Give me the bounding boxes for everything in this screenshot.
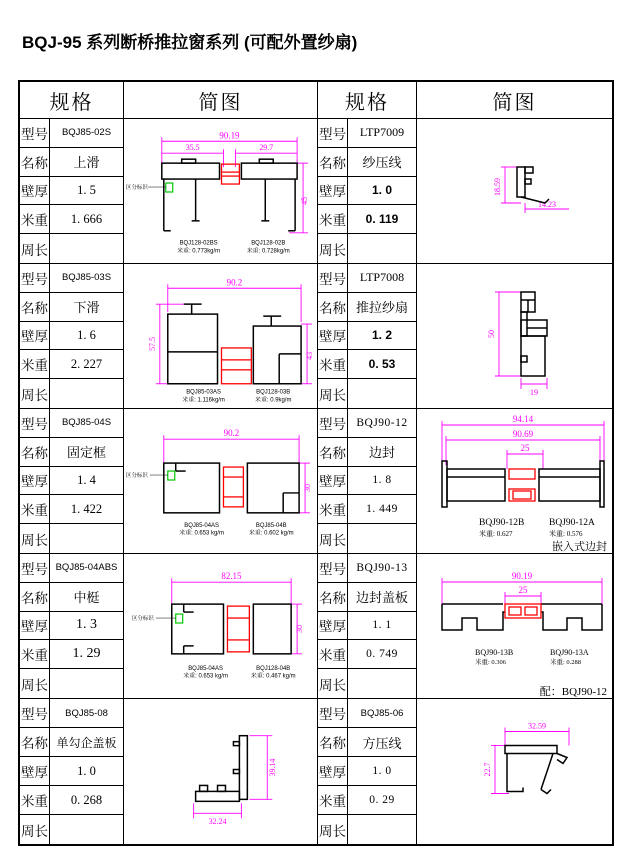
svg-text:米重: 0.627: 米重: 0.627 (479, 530, 513, 538)
spec-label-weight: 米重 (20, 786, 50, 814)
dimension-labels (513, 414, 534, 453)
profile-diagram-screen-bead (417, 119, 612, 263)
table-row (20, 699, 612, 844)
name-value: 方压线 (362, 735, 402, 751)
model-value: BQJ90-13 (356, 561, 408, 574)
spec-label-weight: 米重 (318, 640, 348, 668)
profile-diagram-side-seal-cover (417, 554, 612, 698)
profile-outline (164, 463, 299, 513)
thermal-break (227, 606, 249, 652)
weight-value: 0. 53 (368, 357, 396, 372)
svg-text:米重: 0.467 kg/m: 米重: 0.467 kg/m (250, 673, 296, 680)
part-labels (479, 518, 595, 538)
svg-text:30: 30 (303, 483, 313, 492)
name-value: 中梃 (73, 590, 100, 606)
svg-text:区分标识: 区分标识 (125, 185, 148, 192)
spec-bqj85-08 (20, 699, 124, 844)
dimension-lines (172, 578, 305, 654)
model-value: BQJ85-06 (360, 707, 404, 719)
spec-label-weight: 米重 (20, 495, 50, 523)
name-value: 边封 (368, 445, 395, 461)
weight-value: 1. 29 (72, 646, 101, 662)
diagram-cell (417, 119, 612, 263)
thickness-value: 1. 0 (77, 763, 96, 778)
svg-text:米重: 0.288: 米重: 0.288 (550, 659, 582, 666)
perimeter-value (348, 524, 416, 553)
profile-diagram-sliding-screen-sash (417, 264, 612, 408)
perimeter-value (50, 234, 123, 263)
thickness-value: 1. 0 (371, 183, 392, 198)
dimension-lines (194, 736, 273, 819)
svg-text:32.59: 32.59 (528, 721, 546, 731)
diagram-cell (417, 699, 612, 844)
svg-text:45: 45 (300, 196, 310, 205)
spec-label-model: 型号 (318, 699, 348, 727)
profile-diagram-bottom-slide (124, 264, 317, 408)
profile-outline (196, 736, 248, 802)
name-value: 纱压线 (362, 155, 402, 171)
svg-text:29.7: 29.7 (259, 143, 274, 153)
spec-label-perimeter: 周长 (20, 524, 50, 553)
svg-text:BQJ85-04AS: BQJ85-04AS (184, 522, 219, 529)
diagram-cell (417, 409, 612, 553)
svg-text:米重: 0.728kg/m: 米重: 0.728kg/m (246, 248, 290, 255)
spec-label-name: 名称 (318, 438, 348, 466)
spec-label-name: 名称 (20, 438, 50, 466)
table-row (20, 264, 612, 409)
model-value: BQJ85-03S (61, 272, 112, 284)
thermal-break (221, 164, 239, 184)
svg-text:90.19: 90.19 (219, 130, 240, 141)
diagram-cell (417, 554, 612, 698)
svg-text:米重: 0.602 kg/m: 米重: 0.602 kg/m (248, 530, 294, 537)
spec-label-model: 型号 (318, 119, 348, 147)
spec-label-thickness: 壁厚 (318, 467, 348, 495)
weight-value: 1. 666 (70, 211, 103, 226)
thickness-value: 1. 6 (77, 327, 96, 342)
profile-outline (442, 461, 604, 507)
spec-label-thickness: 壁厚 (318, 322, 348, 350)
svg-text:90.2: 90.2 (223, 428, 240, 439)
svg-text:30: 30 (295, 625, 305, 633)
svg-text:BQJ128-03B: BQJ128-03B (256, 389, 291, 396)
spec-label-thickness: 壁厚 (318, 612, 348, 640)
profile-diagram-hook-cover (124, 699, 317, 844)
spec-label-thickness: 壁厚 (318, 757, 348, 785)
svg-text:BQJ128-02BS: BQJ128-02BS (179, 240, 218, 247)
svg-text:米重: 0.653 kg/m: 米重: 0.653 kg/m (179, 530, 224, 537)
spec-label-perimeter: 周长 (20, 379, 50, 408)
thickness-value: 1. 0 (372, 765, 392, 777)
svg-text:82.15: 82.15 (221, 571, 242, 582)
perimeter-value (348, 669, 416, 698)
name-value: 推拉纱扇 (355, 300, 408, 316)
spec-label-weight: 米重 (318, 350, 348, 378)
spec-label-perimeter: 周长 (20, 669, 50, 698)
perimeter-value (348, 234, 416, 263)
table-header (20, 82, 612, 119)
spec-label-perimeter: 周长 (318, 524, 348, 553)
part-labels (179, 523, 293, 537)
profile-diagram-top-slide (124, 119, 317, 263)
spec-label-thickness: 壁厚 (20, 467, 50, 495)
diagram-cell (124, 264, 318, 408)
thermal-break (509, 469, 535, 501)
svg-text:22.7: 22.7 (483, 762, 492, 777)
spec-label-model: 型号 (20, 699, 50, 727)
spec-label-model: 型号 (20, 119, 50, 147)
dimension-labels (512, 571, 533, 595)
spec-label-thickness: 壁厚 (20, 612, 50, 640)
svg-text:BQJ90-13B: BQJ90-13B (475, 648, 514, 657)
weight-value: 0. 268 (70, 792, 103, 807)
model-value: BQJ85-02S (61, 127, 112, 139)
distinguish-marker (126, 183, 173, 192)
spec-bqj90-13 (318, 554, 417, 698)
header-spec-left: 规格 (20, 82, 124, 118)
part-labels (475, 648, 589, 666)
spec-label-model: 型号 (318, 264, 348, 292)
diagram-cell (124, 119, 318, 263)
perimeter-value (50, 669, 123, 698)
spec-label-model: 型号 (318, 554, 348, 582)
model-value: BQJ85-04S (61, 417, 112, 429)
thickness-value: 1. 3 (76, 617, 97, 633)
dimension-lines (156, 284, 315, 383)
thermal-break (505, 604, 541, 618)
svg-text:区分标识: 区分标识 (131, 616, 154, 623)
spec-label-model: 型号 (20, 554, 50, 582)
weight-value: 2. 227 (70, 356, 103, 371)
spec-label-perimeter: 周长 (318, 234, 348, 263)
svg-text:25: 25 (518, 585, 528, 595)
profile-outline (442, 604, 602, 630)
name-value: 固定框 (66, 445, 106, 461)
spec-label-thickness: 壁厚 (20, 177, 50, 205)
dimension-labels (483, 722, 546, 777)
part-labels (182, 390, 291, 404)
name-value: 单勾企盖板 (56, 735, 117, 750)
distinguish-marker (126, 471, 175, 480)
spec-ltp7009 (318, 119, 417, 263)
profile-outline (168, 304, 301, 384)
svg-text:25: 25 (520, 443, 530, 453)
header-diagram-right: 简图 (492, 91, 537, 114)
perimeter-value (50, 524, 123, 553)
part-labels (177, 241, 290, 255)
thermal-break (221, 348, 251, 384)
svg-text:19: 19 (530, 388, 538, 397)
profile-outline (505, 746, 567, 794)
spec-bqj90-12 (318, 409, 417, 553)
spec-label-perimeter: 周长 (318, 815, 348, 844)
thickness-value: 1. 5 (77, 182, 96, 197)
table-row (20, 119, 612, 264)
spec-label-model: 型号 (20, 264, 50, 292)
spec-label-name: 名称 (20, 293, 50, 321)
dimension-lines (162, 137, 308, 233)
thickness-value: 1. 8 (372, 474, 392, 487)
header-spec-right: 规格 (318, 82, 417, 118)
spec-label-weight: 米重 (20, 205, 50, 233)
spec-label-name: 名称 (318, 293, 348, 321)
profile-diagram-side-seal (417, 409, 612, 553)
spec-label-thickness: 壁厚 (318, 177, 348, 205)
diagram-cell (124, 409, 318, 553)
page-title: BQJ-95 系列断桥推拉窗系列 (可配外置纱扇) (22, 33, 358, 52)
spec-label-perimeter: 周长 (318, 379, 348, 408)
profile-outline (162, 159, 297, 231)
svg-text:区分标识: 区分标识 (125, 473, 148, 480)
model-value: LTP7008 (359, 270, 405, 285)
svg-text:90.69: 90.69 (512, 429, 534, 439)
table-row (20, 409, 612, 554)
model-value: BQJ85-04ABS (55, 562, 118, 574)
spec-label-weight: 米重 (318, 205, 348, 233)
svg-text:米重: 0.306: 米重: 0.306 (475, 659, 507, 666)
svg-text:米重: 1.116kg/m: 米重: 1.116kg/m (182, 397, 225, 404)
spec-label-name: 名称 (20, 148, 50, 176)
profile-outline (172, 604, 291, 654)
spec-table (18, 80, 614, 846)
table-row (20, 554, 612, 699)
spec-label-weight: 米重 (318, 495, 348, 523)
weight-value: 0. 749 (366, 648, 398, 661)
spec-bqj85-02s (20, 119, 124, 263)
profile-diagram-fixed-frame (124, 409, 317, 553)
profile-diagram-mullion (124, 554, 317, 698)
profile-outline (517, 167, 549, 203)
svg-text:57.5: 57.5 (147, 337, 157, 351)
profile-diagram-square-bead (417, 699, 612, 844)
svg-text:94.14: 94.14 (512, 414, 534, 424)
svg-text:BQJ90-12A: BQJ90-12A (549, 518, 595, 528)
svg-text:BQJ128-04B: BQJ128-04B (256, 665, 291, 672)
svg-text:32.24: 32.24 (208, 817, 227, 827)
spec-label-name: 名称 (20, 728, 50, 756)
diagram-note: 配：BQJ90-12 (539, 686, 607, 698)
header-diagram-left: 简图 (124, 82, 318, 118)
model-value: BQJ90-12 (356, 416, 408, 429)
svg-text:BQJ85-04B: BQJ85-04B (255, 522, 287, 529)
spec-label-weight: 米重 (20, 350, 50, 378)
svg-text:50: 50 (487, 330, 496, 338)
weight-value: 0. 119 (365, 212, 399, 227)
spec-label-perimeter: 周长 (318, 669, 348, 698)
weight-value: 0. 29 (369, 794, 395, 806)
svg-text:BQJ128-02B: BQJ128-02B (251, 240, 286, 247)
svg-text:39.14: 39.14 (268, 758, 278, 777)
perimeter-value (50, 815, 123, 844)
thickness-value: 1. 1 (372, 619, 392, 632)
weight-value: 1. 449 (366, 503, 398, 516)
spec-label-name: 名称 (20, 583, 50, 611)
diagram-note: 嵌入式边封 (552, 541, 607, 553)
perimeter-value (50, 379, 123, 408)
perimeter-value (348, 379, 416, 408)
dimension-lines (501, 167, 569, 213)
svg-text:35.5: 35.5 (185, 143, 200, 153)
spec-label-model: 型号 (20, 409, 50, 437)
spec-bqj85-03s (20, 264, 124, 408)
distinguish-marker (132, 614, 183, 623)
svg-text:43: 43 (305, 351, 315, 360)
svg-text:18.59: 18.59 (493, 178, 502, 196)
weight-value: 1. 422 (70, 501, 103, 516)
svg-text:BQJ90-12B: BQJ90-12B (479, 518, 525, 528)
thickness-value: 1. 2 (371, 328, 392, 343)
spec-label-weight: 米重 (318, 786, 348, 814)
spec-label-weight: 米重 (20, 640, 50, 668)
spec-label-thickness: 壁厚 (20, 322, 50, 350)
spec-bqj85-04abs (20, 554, 124, 698)
spec-label-name: 名称 (318, 728, 348, 756)
spec-label-name: 名称 (318, 148, 348, 176)
svg-text:90.2: 90.2 (226, 277, 243, 288)
svg-text:90.19: 90.19 (511, 571, 533, 581)
name-value: 下滑 (73, 300, 100, 316)
svg-text:米重: 0.653 kg/m: 米重: 0.653 kg/m (183, 673, 228, 680)
name-value: 边封盖板 (355, 590, 408, 606)
spec-label-name: 名称 (318, 583, 348, 611)
svg-text:BQJ85-04AS: BQJ85-04AS (188, 665, 223, 672)
svg-text:米重: 0.9kg/m: 米重: 0.9kg/m (255, 397, 292, 404)
profile-outline (521, 292, 547, 376)
diagram-cell (124, 699, 318, 844)
part-labels (183, 666, 295, 680)
spec-label-model: 型号 (318, 409, 348, 437)
spec-label-thickness: 壁厚 (20, 757, 50, 785)
dimension-labels (487, 330, 538, 397)
thermal-break (223, 467, 243, 507)
svg-text:米重: 0.576: 米重: 0.576 (549, 530, 583, 538)
diagram-cell (124, 554, 318, 698)
spec-bqj85-06 (318, 699, 417, 844)
svg-text:BQJ90-13A: BQJ90-13A (550, 648, 589, 657)
model-value: BQJ85-08 (65, 707, 108, 719)
svg-text:米重: 0.773kg/m: 米重: 0.773kg/m (177, 248, 221, 255)
spec-label-perimeter: 周长 (20, 234, 50, 263)
name-value: 上滑 (73, 155, 100, 171)
svg-text:14.23: 14.23 (538, 200, 556, 209)
svg-text:BQJ85-03AS: BQJ85-03AS (186, 389, 221, 396)
dimension-lines (164, 435, 313, 513)
spec-ltp7008 (318, 264, 417, 408)
spec-bqj85-04s (20, 409, 124, 553)
perimeter-value (348, 815, 416, 844)
model-value: LTP7009 (359, 125, 405, 140)
thickness-value: 1. 4 (77, 472, 96, 487)
diagram-cell (417, 264, 612, 408)
spec-label-perimeter: 周长 (20, 815, 50, 844)
